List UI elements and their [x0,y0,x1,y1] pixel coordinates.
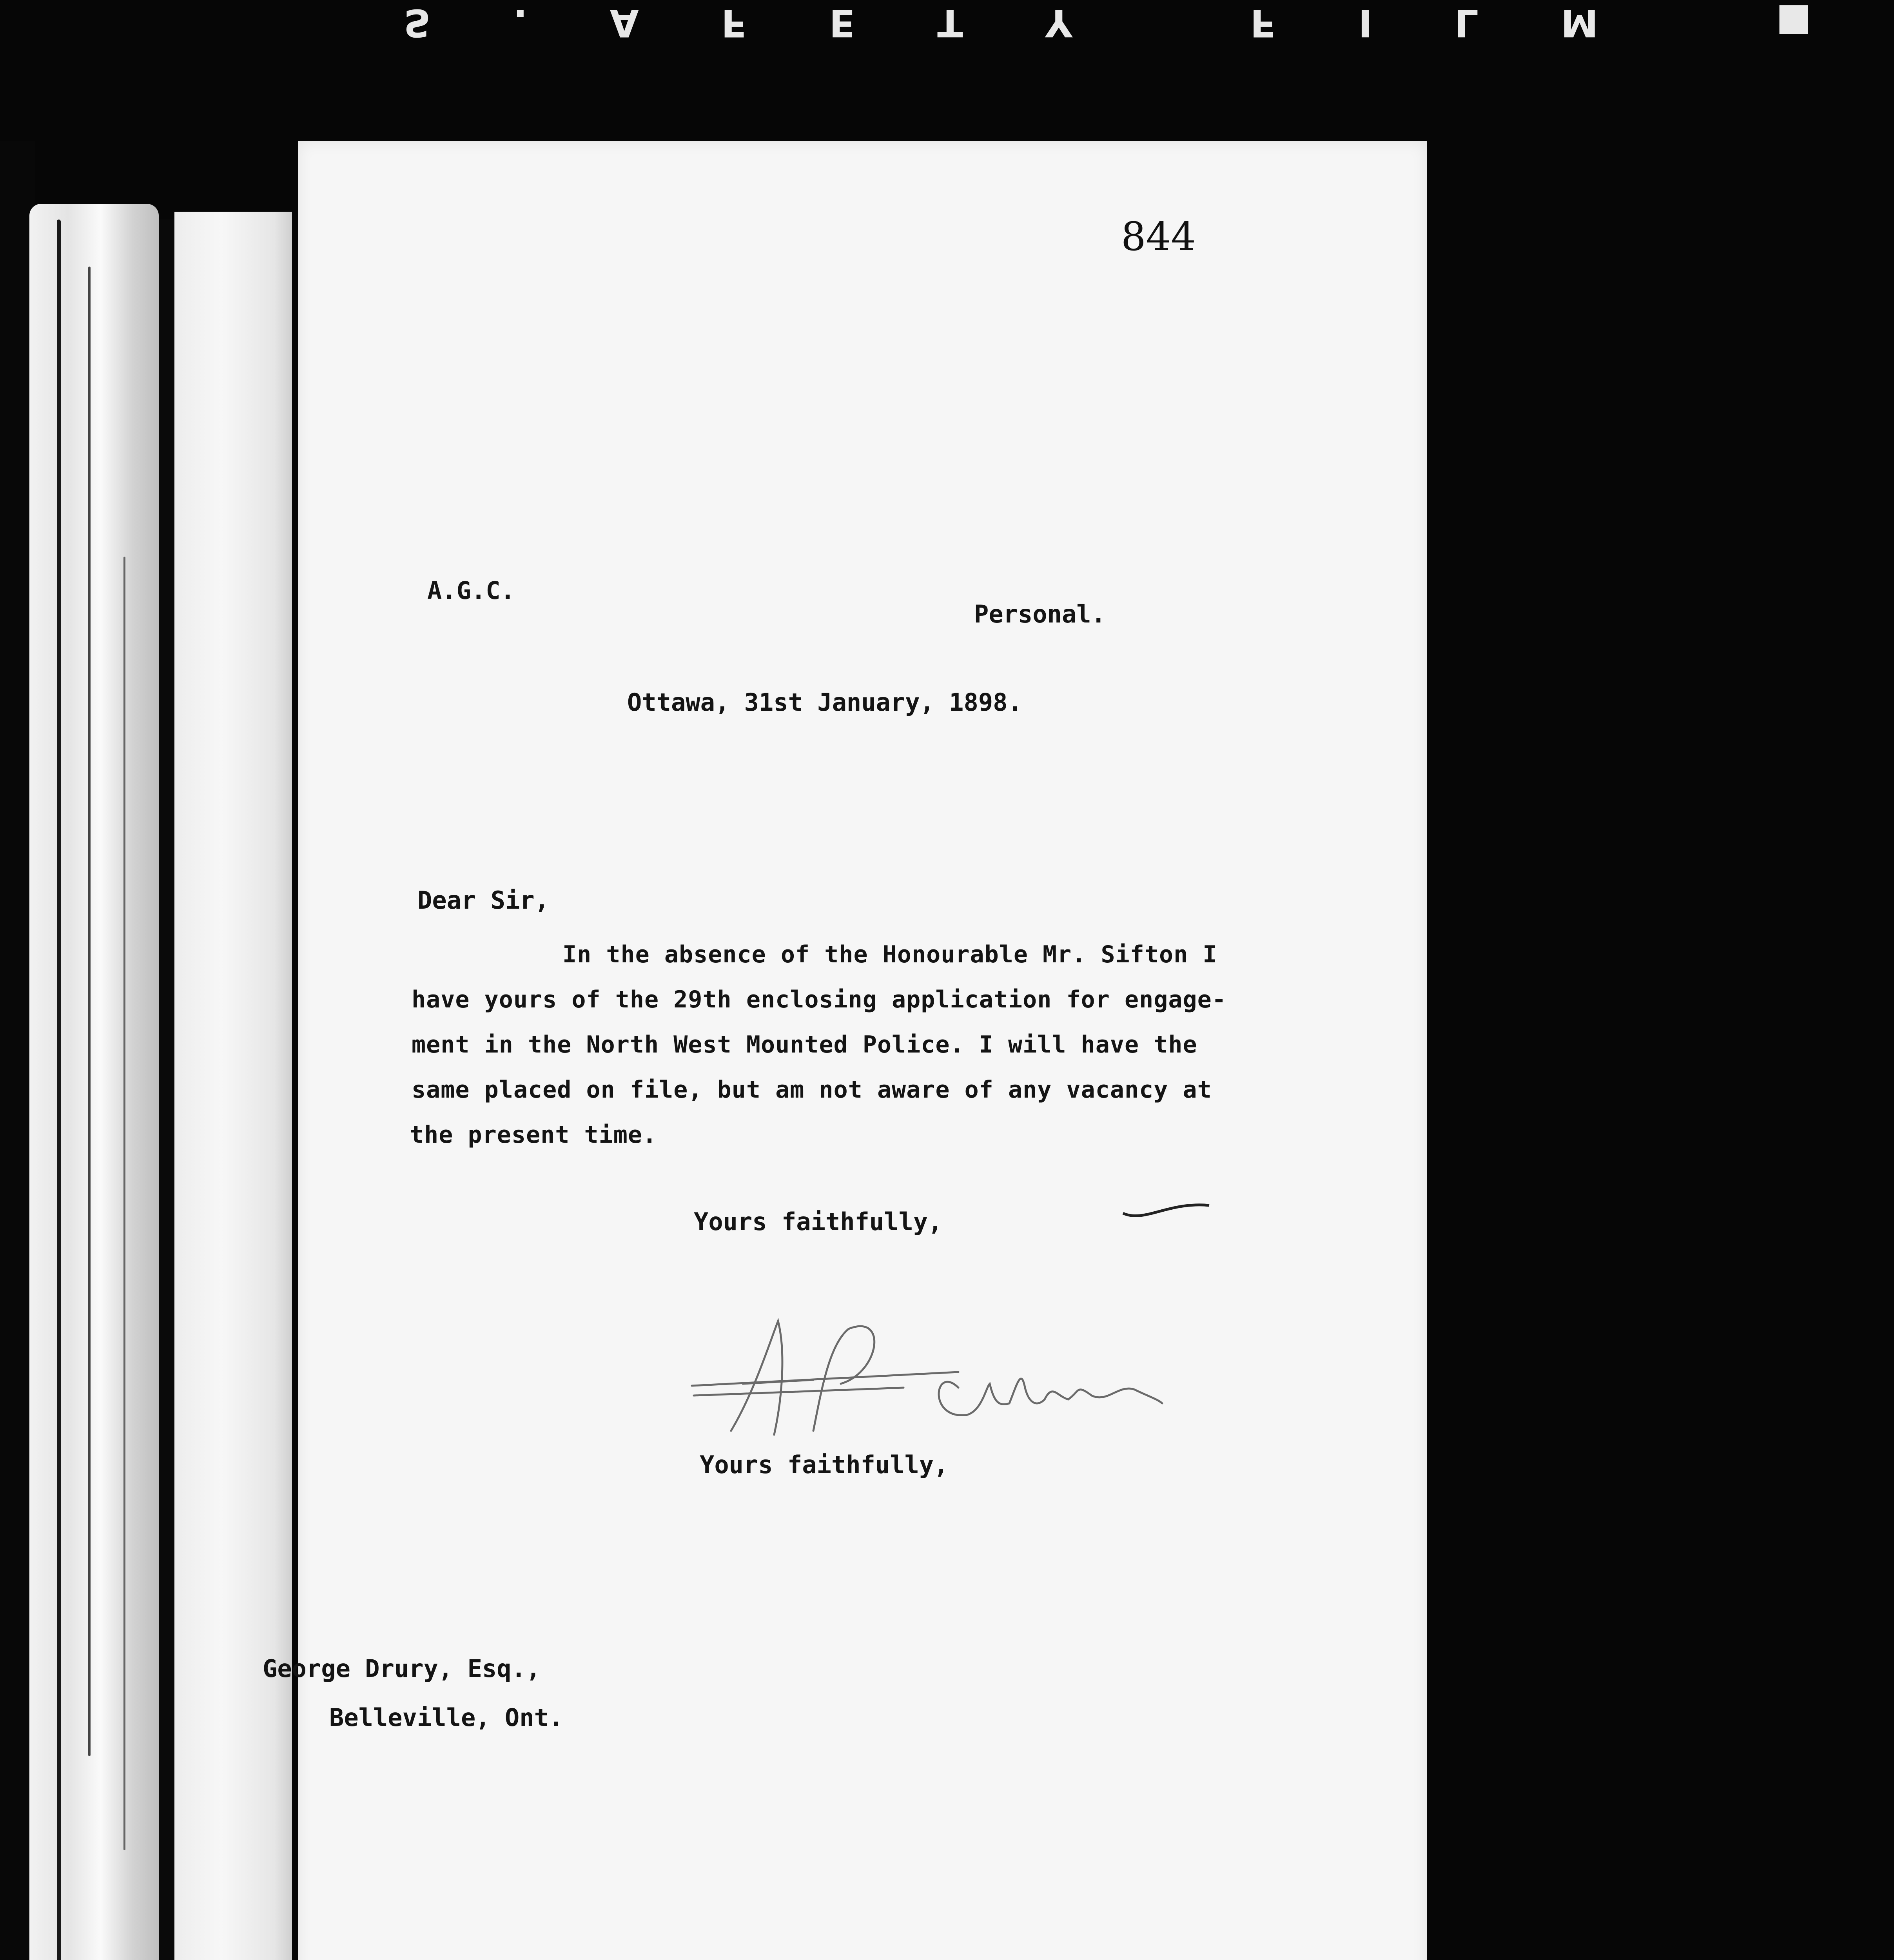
fold-crease [57,220,61,1960]
addressee-place: Belleville, Ont. [329,1703,564,1732]
film-edge-text: S.AFETY FILM ■ [404,1,1894,45]
closing-typed: Yours faithfully, [694,1207,943,1236]
folded-paper-edge [29,204,159,1960]
addressee-name: George Drury, Esq., [263,1654,541,1683]
fold-shadow [159,220,174,1960]
reference-initials: A.G.C. [427,576,515,605]
body-line: have yours of the 29th enclosing application for engage- [412,986,1226,1013]
pen-stroke-mark [1121,1196,1211,1223]
fold-crease [88,267,91,1756]
body-line: In the absence of the Honourable Mr. Sifton I [562,941,1217,968]
film-edge-marking [0,0,1894,47]
body-line: ment in the North West Mounted Police. I will have the [412,1031,1197,1058]
salutation: Dear Sir, [417,886,549,915]
page-number: 844 [1121,214,1196,260]
dateline: Ottawa, 31st January, 1898. [627,688,1022,717]
underlying-pages [174,212,292,1960]
body-line: the present time. [410,1121,657,1149]
body-line: same placed on file, but am not aware of any vacancy at [412,1076,1212,1103]
closing-signed: Yours faithfully, [700,1450,949,1479]
handwritten-signature [684,1305,1166,1454]
personal-marking: Personal. [974,600,1106,628]
fold-crease [123,557,125,1850]
